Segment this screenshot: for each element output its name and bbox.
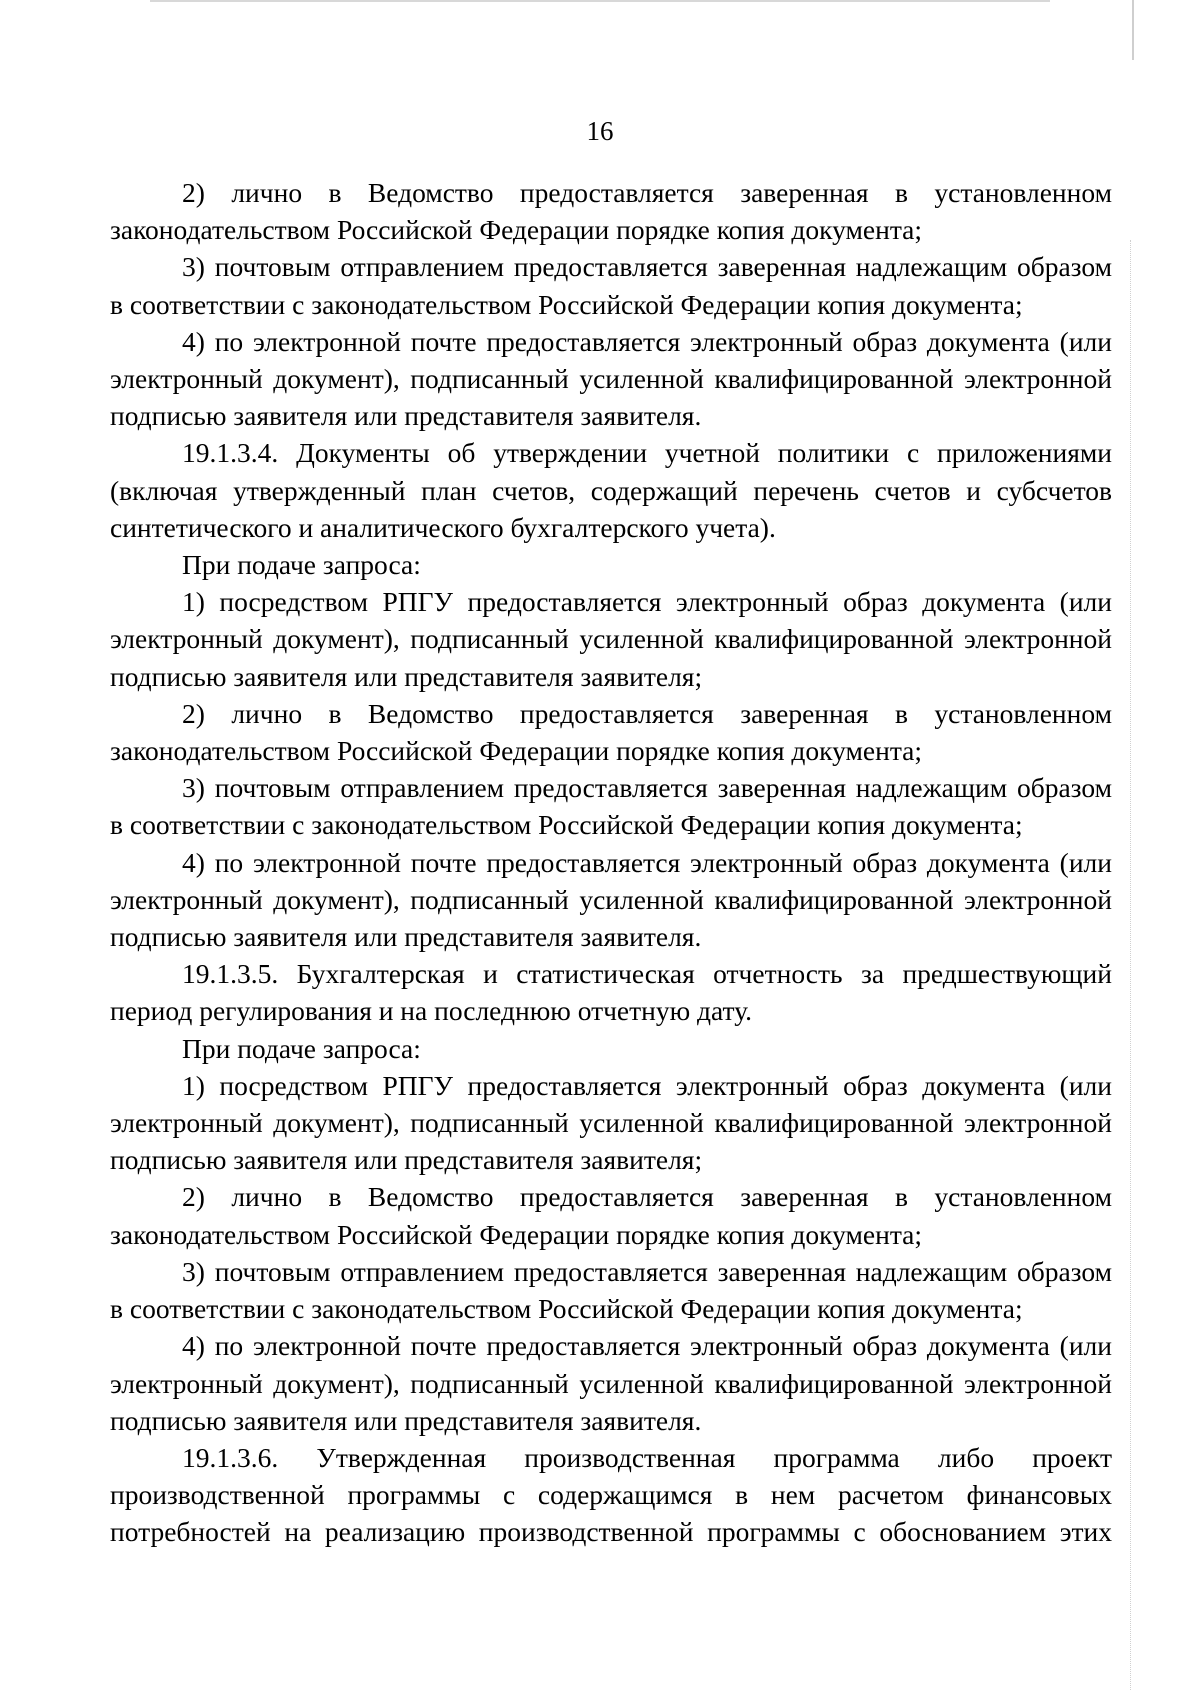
paragraph: 1) посредством РПГУ предоставляется электронный образ документа (или электронный документ), подписанный усиленной квалифицированной электронной подписью заявителя или представителя заявителя; [110,1069,1112,1176]
paragraph: 3) почтовым отправлением предоставляется заверенная надлежащим образом в соответствии с законодательством Российской Федерации копия документа; [110,772,1112,841]
paragraph: 4) по электронной почте предоставляется электронный образ документа (или электронный документ), подписанный усиленной квалифицированной электронной подписью заявителя или представителя заявителя. [110,846,1112,953]
paragraph: 19.1.3.5. Бухгалтерская и статистическая отчетность за предшествующий период регулирования и на последнюю отчетную дату. [110,958,1112,1027]
scan-edge-right-dots [1130,240,1132,1690]
paragraph: 3) почтовым отправлением предоставляется заверенная надлежащим образом в соответствии с законодательством Российской Федерации копия документа; [110,1255,1112,1325]
paragraph: При подаче запроса: [182,549,421,581]
paragraph: 4) по электронной почте предоставляется электронный образ документа (или электронный документ), подписанный усиленной квалифицированной электронной подписью заявителя или представителя заявителя. [110,1330,1112,1436]
paragraph: 2) лично в Ведомство предоставляется заверенная в установленном законодательством Российской Федерации порядке копия документа; [110,1181,1112,1250]
paragraph: 2) лично в Ведомство предоставляется заверенная в установленном законодательством Российской Федерации порядке копия документа; [110,697,1112,767]
paragraph: 4) по электронной почте предоставляется электронный образ документа (или электронный документ), подписанный усиленной квалифицированной электронной подписью заявителя или представителя заявителя. [110,325,1112,432]
paragraph: 1) посредством РПГУ предоставляется электронный образ документа (или электронный документ), подписанный усиленной квалифицированной электронной подписью заявителя или представителя заявителя; [110,586,1112,692]
paragraph: 19.1.3.6. Утвержденная производственная программа либо проект производственной программы с содержащимся в нем расчетом финансовых потребностей на реализацию производственной программы с обоснованием этих [110,1441,1112,1548]
paragraph: 19.1.3.4. Документы об утверждении учетной политики с приложениями (включая утвержденный план счетов, содержащий перечень счетов и субсчетов синтетического и аналитического бухгалтерского учета). [110,437,1112,543]
scan-edge-right [1132,0,1134,60]
document-body [110,174,1112,1551]
paragraph: 3) почтовым отправлением предоставляется заверенная надлежащим образом в соответствии с законодательством Российской Федерации копия документа; [110,251,1112,320]
paragraph: 2) лично в Ведомство предоставляется заверенная в установленном законодательством Российской Федерации порядке копия документа; [110,177,1112,246]
page-number: 16 [586,116,614,146]
scan-edge-top [150,0,1050,2]
paragraph: При подаче запроса: [182,1032,421,1064]
